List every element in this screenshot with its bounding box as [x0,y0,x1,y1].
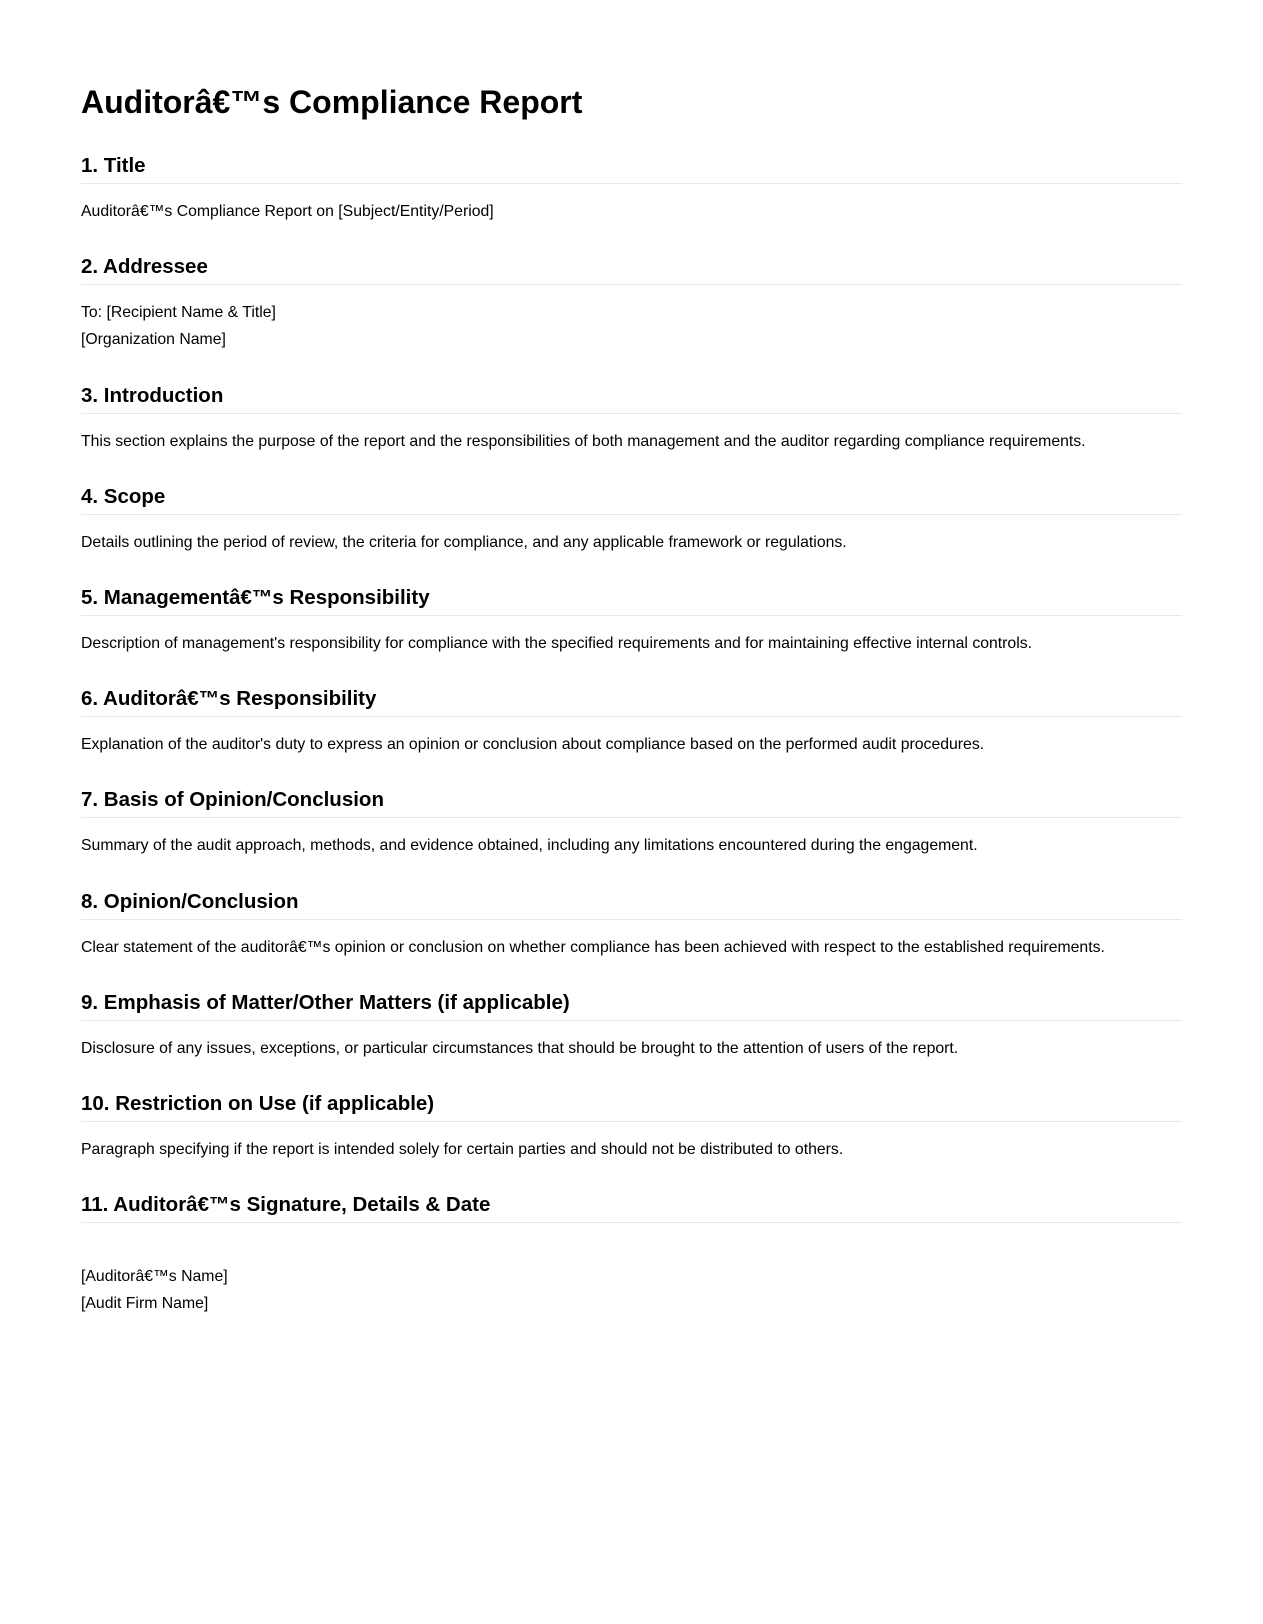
section-heading: 3. Introduction [81,382,1182,414]
body-line: Clear statement of the auditorâ€™s opinion or conclusion on whether compliance has been achieved with respect to the established requirements. [81,939,1105,956]
section-emphasis-of-matter [81,989,1182,1062]
document-sections [81,152,1182,1317]
section-heading: 6. Auditorâ€™s Responsibility [81,685,1182,717]
body-line: Explanation of the auditor's duty to express an opinion or conclusion about compliance based on the performed audit procedures. [81,736,985,753]
section-basis-of-opinion [81,786,1182,859]
section-restriction-on-use [81,1090,1182,1163]
section-body [81,1136,1182,1163]
section-heading: 2. Addressee [81,253,1182,285]
section-body [81,731,1182,758]
section-body [81,529,1182,556]
section-body [81,1263,1182,1317]
body-line: This section explains the purpose of the report and the responsibilities of both management and the auditor regarding compliance requirements. [81,433,1086,450]
section-heading: 8. Opinion/Conclusion [81,888,1182,920]
section-body [81,1035,1182,1062]
section-heading: 11. Auditorâ€™s Signature, Details & Date [81,1191,1182,1223]
section-heading: 10. Restriction on Use (if applicable) [81,1090,1182,1122]
section-body [81,630,1182,657]
section-heading: 7. Basis of Opinion/Conclusion [81,786,1182,818]
section-body [81,832,1182,859]
body-line: [Auditorâ€™s Name] [81,1268,228,1285]
body-line: Description of management's responsibility for compliance with the specified requirements and for maintaining effective internal controls. [81,635,1033,652]
section-addressee [81,253,1182,353]
section-management-responsibility [81,584,1182,657]
section-auditor-responsibility [81,685,1182,758]
section-heading: 5. Managementâ€™s Responsibility [81,584,1182,616]
body-line: Summary of the audit approach, methods, and evidence obtained, including any limitations encountered during the engagement. [81,837,978,854]
body-line: [Audit Firm Name] [81,1295,209,1312]
section-body [81,198,1182,225]
body-line: Paragraph specifying if the report is intended solely for certain parties and should not be distributed to others. [81,1141,844,1158]
body-line: Details outlining the period of review, the criteria for compliance, and any applicable framework or regulations. [81,534,847,551]
section-heading: 1. Title [81,152,1182,184]
section-scope [81,483,1182,556]
section-heading: 9. Emphasis of Matter/Other Matters (if applicable) [81,989,1182,1021]
section-body [81,299,1182,353]
body-line: Auditorâ€™s Compliance Report on [Subject/Entity/Period] [81,203,494,220]
body-line: To: [Recipient Name & Title] [81,304,276,321]
section-opinion [81,888,1182,961]
section-title [81,152,1182,225]
section-heading: 4. Scope [81,483,1182,515]
section-body [81,428,1182,455]
document-title: Auditorâ€™s Compliance Report [81,84,583,120]
section-body [81,934,1182,961]
body-line: [Organization Name] [81,331,226,348]
section-introduction [81,382,1182,455]
body-line: Disclosure of any issues, exceptions, or particular circumstances that should be brought to the attention of users of the report. [81,1040,959,1057]
section-signature [81,1191,1182,1317]
